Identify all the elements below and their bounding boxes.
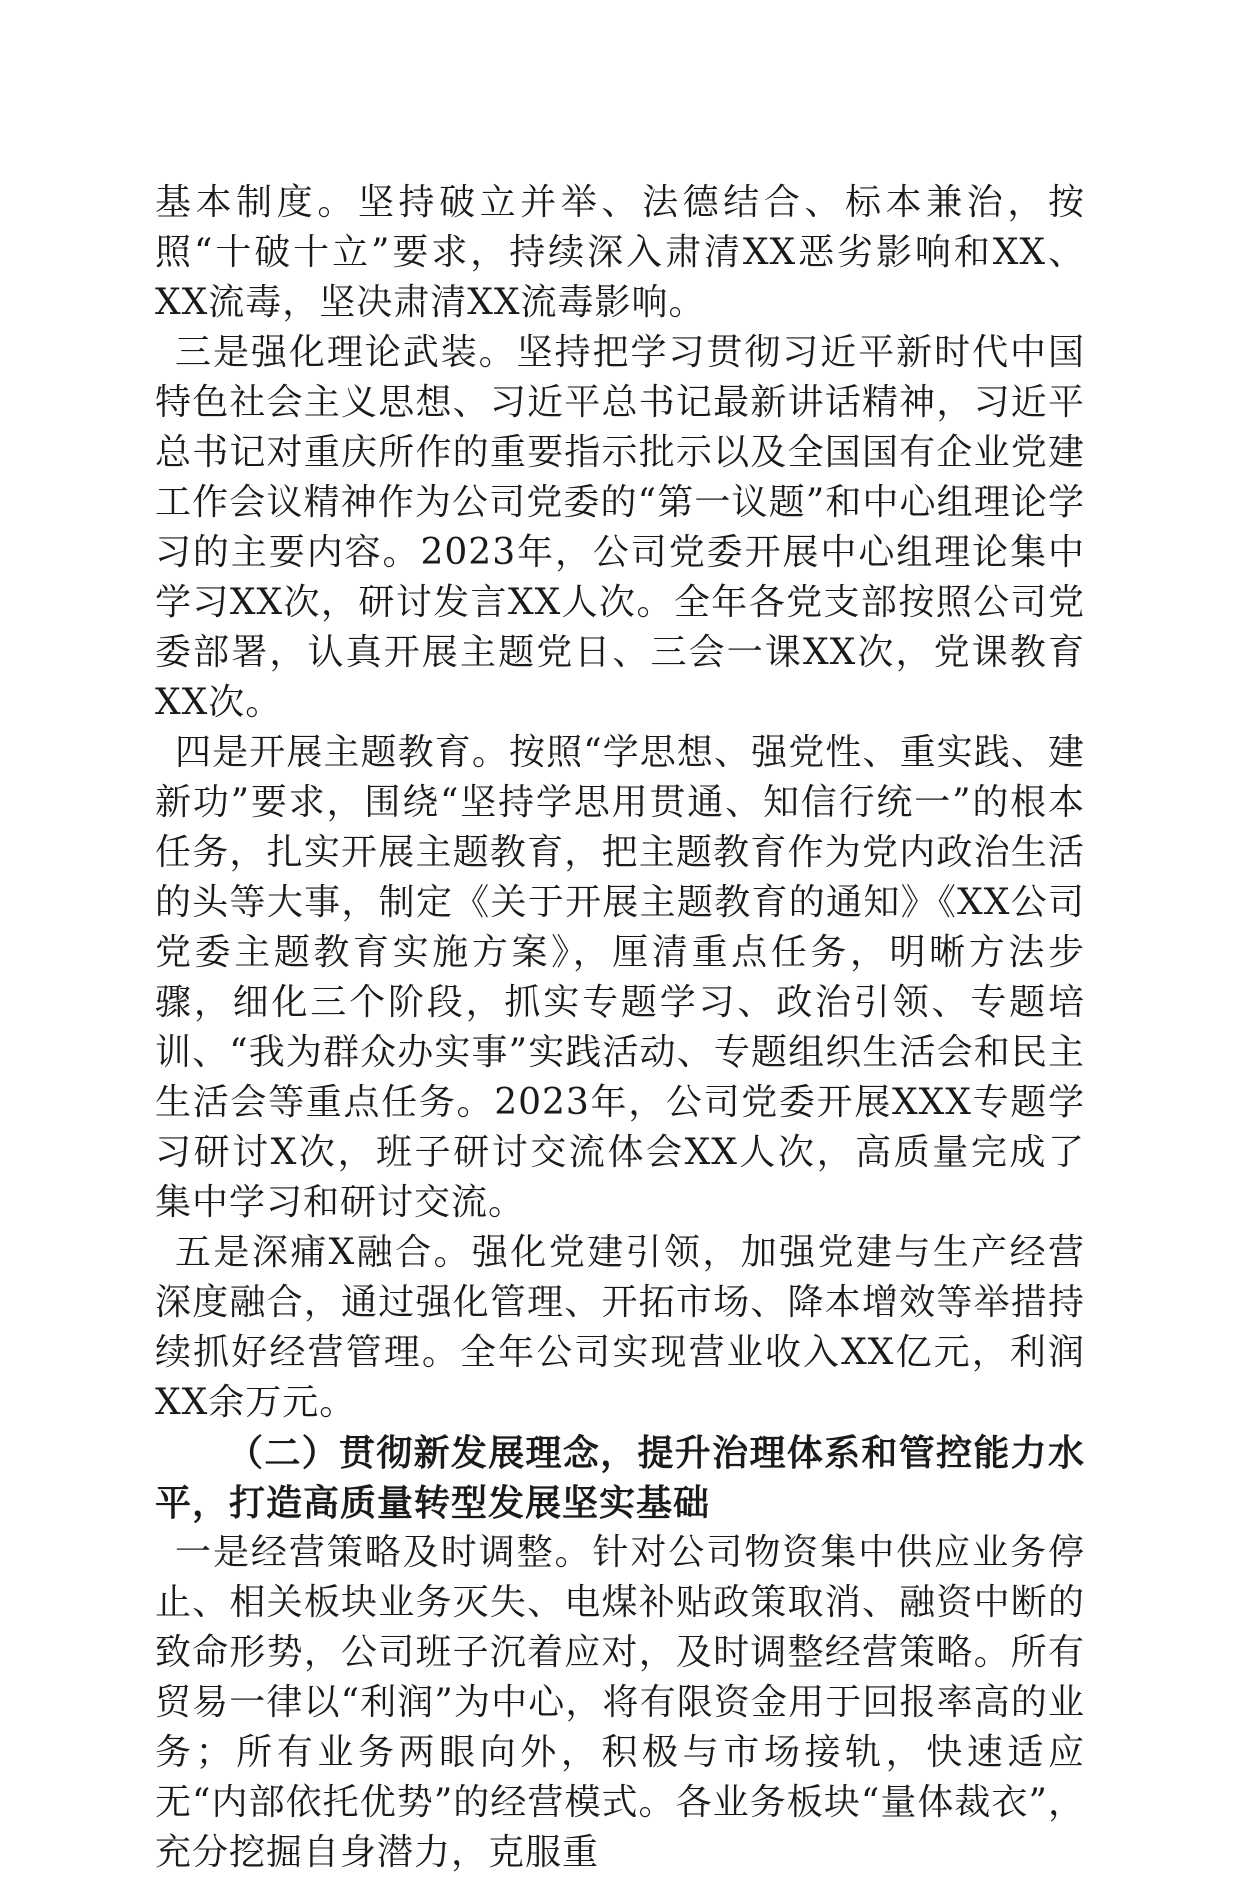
section-heading: （二）贯彻新发展理念，提升治理体系和管控能力水平，打造高质量转型发展坚实基础 <box>155 1432 1085 1524</box>
paragraph-business-strategy: 一是经营策略及时调整。针对公司物资集中供应业务停止、相关板块业务灭失、电煤补贴政策取消、融资中断的致命形势，公司班子沉着应对，及时调整经营策略。所有贸易一律以“利润”为中心，将有限资金用于回报率高的业务；所有业务两眼向外，积极与市场接轨，快速适应无“内部依托优势”的经营模式。各业务板块“量体裁衣”，充分挖掘自身潜力，克服重 <box>155 1532 1085 1873</box>
paragraph-basic-system: 基本制度。坚持破立并举、法德结合、标本兼治，按照“十破十立”要求，持续深入肃清XX恶劣影响和XX、XX流毒，坚决肃清XX流毒影响。 <box>155 182 1085 323</box>
paragraph-theme-education: 四是开展主题教育。按照“学思想、强党性、重实践、建新功”要求，围绕“坚持学思用贯通、知信行统一”的根本任务，扎实开展主题教育，把主题教育作为党内政治生活的头等大事，制定《关于开展主题教育的通知》《XX公司党委主题教育实施方案》，厘清重点任务，明晰方法步骤，细化三个阶段，抓实专题学习、政治引领、专题培训、“我为群众办实事”实践活动、专题组织生活会和民主生活会等重点任务。2023年，公司党委开展XXX专题学习研讨X次，班子研讨交流体会XX人次，高质量完成了集中学习和研讨交流。 <box>155 732 1085 1223</box>
document-body <box>155 178 1085 1878</box>
paragraph-theory-armament: 三是强化理论武装。坚持把学习贯彻习近平新时代中国特色社会主义思想、习近平总书记最新讲话精神，习近平总书记对重庆所作的重要指示批示以及全国国有企业党建工作会议精神作为公司党委的“第一议题”和中心组理论学习的主要内容。2023年，公司党委开展中心组理论集中学习XX次，研讨发言XX人次。全年各党支部按照公司党委部署，认真开展主题党日、三会一课XX次，党课教育XX次。 <box>155 332 1085 723</box>
paragraph-integration: 五是深痡X融合。强化党建引领，加强党建与生产经营深度融合，通过强化管理、开拓市场、降本增效等举措持续抓好经营管理。全年公司实现营业收入XX亿元，利润XX余万元。 <box>155 1232 1085 1423</box>
